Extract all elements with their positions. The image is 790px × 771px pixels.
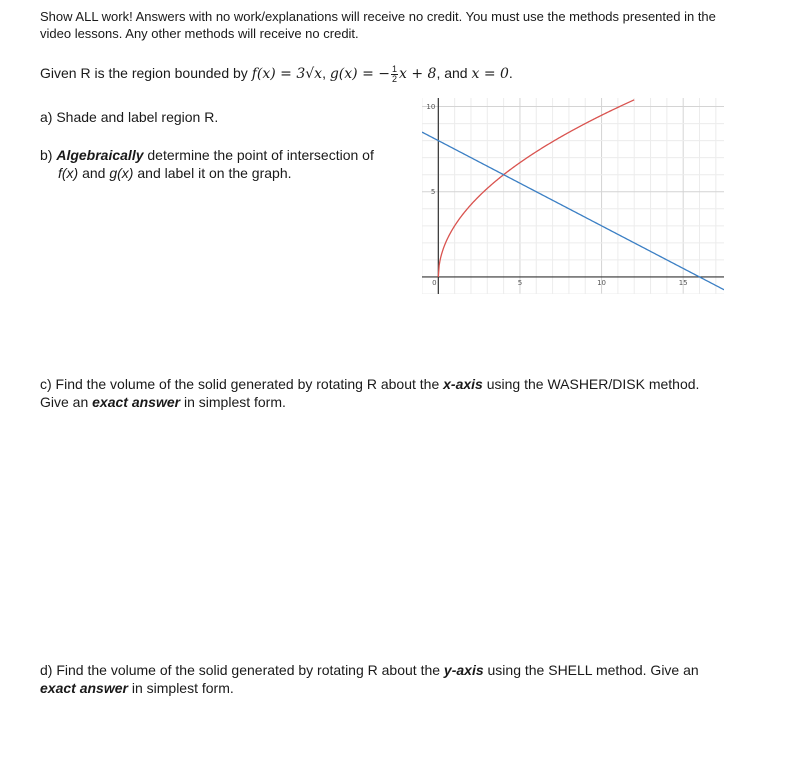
part-c-simplest: in simplest form. [180, 394, 286, 410]
instructions-line-1: Show ALL work! Answers with no work/explanations will receive no credit. You must use the methods presented in the [40, 9, 716, 24]
part-b-emphasis: Algebraically [56, 147, 144, 163]
f-function: f(x) = 3√x [251, 66, 323, 82]
part-d-simplest: in simplest form. [127, 680, 234, 696]
g-fraction-numerator: 1 [392, 63, 398, 74]
instructions-line-2: video lessons. Any other methods will receive no credit. [40, 26, 359, 41]
part-d-exact-answer: exact answer [40, 680, 128, 696]
part-c-prefix: c) Find the volume of the solid generated by rotating R about the [40, 376, 444, 392]
part-b-rest-2: and label it on the graph. [133, 165, 292, 181]
g-fraction-denominator: 2 [392, 73, 398, 84]
g-fraction [391, 65, 398, 84]
y-tick-label: 10 [426, 103, 436, 112]
x-tick-label: 10 [597, 278, 607, 287]
g-function-start: g(x) = − [329, 66, 390, 82]
part-b-gx: g(x) [109, 165, 134, 181]
part-c-axis: x-axis [443, 376, 483, 392]
part-d-suffix: using the SHELL method. Give an [483, 662, 699, 678]
function-graph [422, 98, 724, 294]
part-a: a) Shade and label region R. [40, 109, 219, 125]
given-prefix: Given R is the region bounded by [40, 65, 252, 81]
part-b-fx: f(x) [58, 165, 79, 181]
x-tick-label: 15 [678, 278, 688, 287]
part-b-line-2 [58, 164, 292, 182]
y-tick-label: 5 [430, 188, 436, 197]
g-line [422, 132, 724, 290]
part-b-rest-1: determine the point of intersection of [143, 147, 374, 163]
part-c-suffix: using the WASHER/DISK method. [482, 376, 700, 392]
part-b-line-1 [40, 146, 374, 164]
part-c-exact-answer: exact answer [92, 394, 181, 410]
part-c-line-2 [40, 393, 286, 411]
part-d-line-1 [40, 661, 699, 679]
x-tick-label: 5 [517, 278, 523, 287]
part-d-line-2 [40, 679, 234, 697]
part-c-give-an: Give an [40, 394, 93, 410]
given-period: . [508, 65, 513, 81]
x-tick-label: 0 [432, 278, 437, 287]
x-boundary: x = 0 [471, 66, 509, 82]
part-b-prefix: b) [40, 147, 57, 163]
part-b-and: and [78, 165, 110, 181]
part-d-axis: y-axis [443, 662, 484, 678]
given-connector: , and [436, 65, 472, 81]
part-d-prefix: d) Find the volume of the solid generated by rotating R about the [40, 662, 444, 678]
given-statement: Given R is the region bounded by f(x) = 3√x, g(x) = − $\frac{1}{2}$ x + 8, and x = 0. [40, 63, 513, 84]
g-function-end: x + 8 [399, 66, 437, 82]
part-c-line-1 [40, 375, 699, 393]
